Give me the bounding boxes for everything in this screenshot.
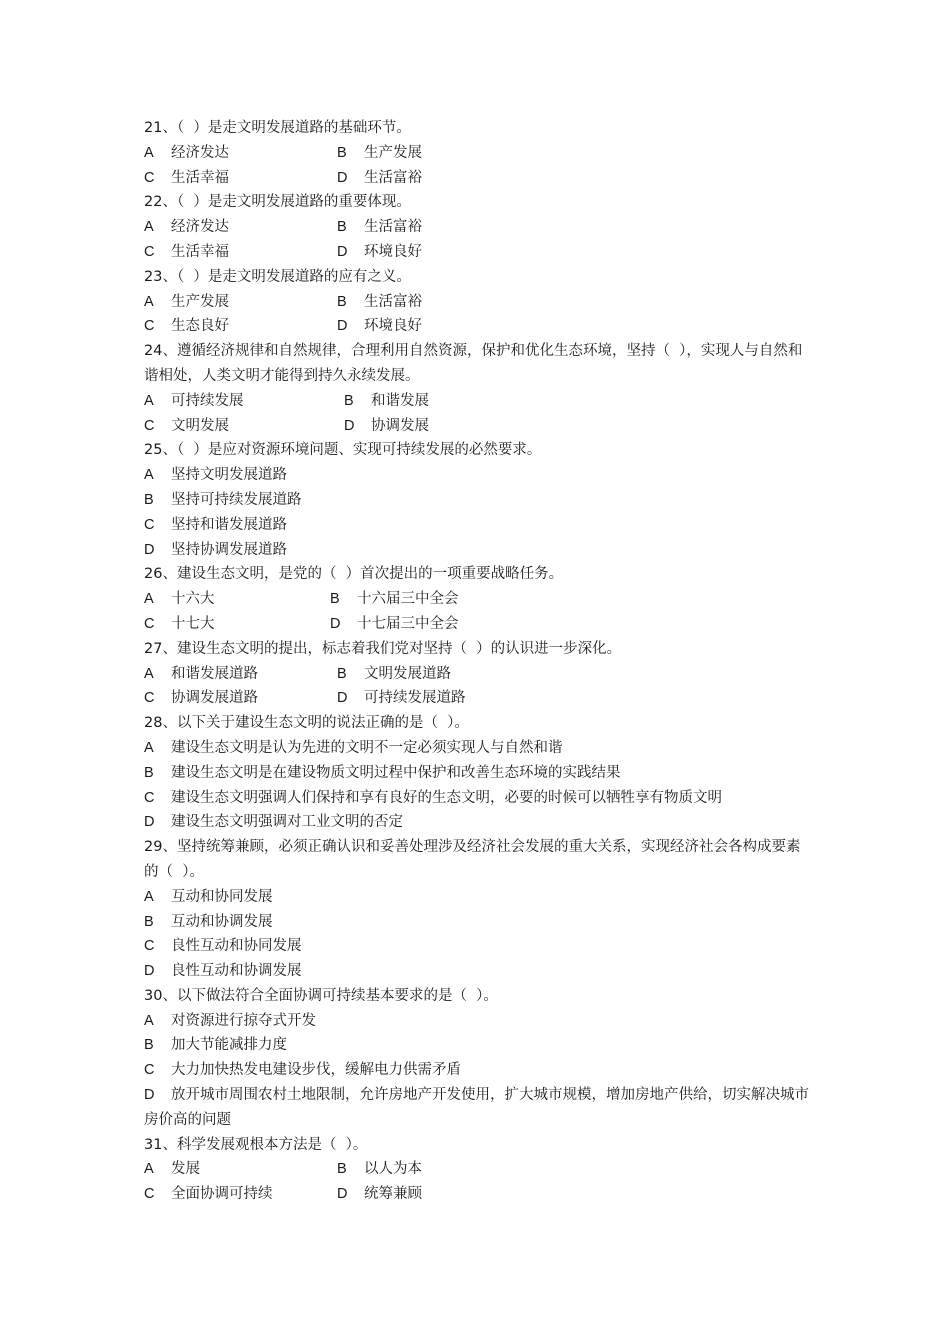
option-letter: D	[144, 963, 155, 980]
option-letter: D	[144, 814, 155, 831]
option-text: 全面协调可持续	[171, 1186, 273, 1203]
option-text: 以人为本	[364, 1161, 422, 1178]
option-letter: D	[344, 417, 355, 434]
option-text: 坚持协调发展道路	[171, 541, 287, 558]
option-d	[337, 686, 466, 711]
option-letter: A	[144, 888, 154, 905]
option-row	[144, 612, 812, 637]
option-row	[144, 166, 812, 191]
option-text: 可持续发展	[171, 392, 244, 409]
option-d	[144, 538, 287, 563]
option-letter: B	[337, 665, 347, 682]
option-text: 生产发展	[364, 144, 422, 161]
option-text: 生活富裕	[364, 169, 422, 186]
option-letter: D	[337, 690, 348, 707]
option-b	[337, 662, 451, 687]
option-c	[144, 612, 330, 637]
option-c	[144, 240, 337, 265]
option-text: 经济发达	[171, 144, 229, 161]
option-letter: A	[144, 392, 154, 409]
option-text: 环境良好	[364, 243, 422, 260]
option-row	[144, 761, 812, 786]
option-letter: A	[144, 144, 154, 161]
option-letter: D	[337, 243, 348, 260]
option-text: 坚持可持续发展道路	[171, 491, 302, 508]
option-a	[144, 1157, 337, 1182]
option-b	[337, 141, 422, 166]
option-text: 生活富裕	[364, 293, 422, 310]
option-b	[337, 215, 422, 240]
option-letter: B	[337, 293, 347, 310]
option-letter: A	[144, 739, 154, 756]
option-letter: C	[144, 615, 155, 632]
option-row	[144, 463, 812, 488]
option-letter: C	[144, 1062, 155, 1079]
option-b	[144, 761, 621, 786]
option-a	[144, 290, 337, 315]
option-c	[144, 513, 287, 538]
option-letter: C	[144, 789, 155, 806]
option-text: 生活幸福	[171, 169, 229, 186]
option-letter: A	[144, 1012, 154, 1029]
option-text: 十六大	[171, 591, 215, 608]
option-a	[144, 1009, 316, 1034]
option-text: 十七大	[171, 615, 215, 632]
option-b	[337, 1157, 422, 1182]
option-text: 生产发展	[171, 293, 229, 310]
option-d	[330, 612, 459, 637]
option-row	[144, 141, 812, 166]
option-d	[337, 240, 422, 265]
question-27-stem: 27、建设生态文明的提出，标志着我们党对坚持（ ）的认识进一步深化。	[144, 640, 622, 657]
option-text: 放开城市周围农村土地限制，允许房地产开发使用，扩大城市规模，增加房地产供给，切实解决城市房价高的问题	[144, 1087, 809, 1128]
option-row	[144, 736, 812, 761]
question-21-stem: 21、（ ）是走文明发展道路的基础环节。	[144, 120, 411, 136]
option-row	[144, 786, 812, 811]
option-b	[330, 587, 459, 612]
option-text: 文明发展道路	[364, 665, 451, 682]
option-text: 发展	[171, 1161, 200, 1178]
option-letter: C	[144, 417, 155, 434]
option-a	[144, 662, 337, 687]
question-31-stem: 31、科学发展观根本方法是（ ）。	[144, 1136, 368, 1153]
option-text: 十六届三中全会	[357, 591, 459, 608]
option-letter: A	[144, 293, 154, 310]
option-a	[144, 389, 344, 414]
option-letter: C	[144, 938, 155, 955]
option-row	[144, 910, 812, 935]
option-c	[144, 786, 722, 811]
option-text: 互动和协同发展	[171, 888, 273, 905]
option-text: 协调发展	[371, 417, 429, 434]
option-letter: B	[344, 392, 354, 409]
question-28-stem: 28、以下关于建设生态文明的说法正确的是（ ）。	[144, 715, 469, 732]
option-letter: B	[144, 913, 154, 930]
option-letter: B	[337, 144, 347, 161]
option-letter: C	[144, 690, 155, 707]
option-row	[144, 389, 812, 414]
option-a	[144, 141, 337, 166]
option-letter: A	[144, 1161, 154, 1178]
document-body	[144, 116, 812, 1207]
option-row	[144, 885, 812, 910]
option-letter: B	[337, 1161, 347, 1178]
option-d	[144, 810, 403, 835]
option-letter: D	[337, 318, 348, 335]
option-letter: B	[144, 1037, 154, 1054]
option-c	[144, 934, 302, 959]
option-letter: C	[144, 1186, 155, 1203]
question-29-stem: 29、坚持统筹兼顾，必须正确认识和妥善处理涉及经济社会发展的重大关系，实现经济社会各构成要素的（ ）。	[144, 839, 801, 880]
question-24-stem: 24、遵循经济规律和自然规律，合理利用自然资源，保护和优化生态环境，坚持（ ），实现人与自然和谐相处，人类文明才能得到持久永续发展。	[144, 343, 803, 384]
option-text: 互动和协调发展	[171, 913, 273, 930]
option-row	[144, 1033, 812, 1058]
option-d	[337, 1182, 422, 1207]
option-letter: D	[144, 1087, 155, 1104]
option-text: 生态良好	[171, 318, 229, 335]
option-a	[144, 463, 287, 488]
option-d	[344, 414, 429, 439]
question-26-stem: 26、建设生态文明，是党的（ ）首次提出的一项重要战略任务。	[144, 566, 564, 583]
option-text: 可持续发展道路	[364, 690, 466, 707]
option-letter: C	[144, 516, 155, 533]
option-row	[144, 1157, 812, 1182]
option-b	[144, 1033, 287, 1058]
option-a	[144, 587, 330, 612]
option-row	[144, 959, 812, 984]
option-text: 大力加快热发电建设步伐，缓解电力供需矛盾	[171, 1062, 461, 1079]
option-letter: C	[144, 169, 155, 186]
option-row	[144, 686, 812, 711]
option-letter: B	[144, 764, 154, 781]
option-text: 良性互动和协调发展	[171, 963, 302, 980]
option-text: 和谐发展道路	[171, 665, 258, 682]
option-letter: D	[144, 541, 155, 558]
option-row	[144, 1009, 812, 1034]
option-row	[144, 513, 812, 538]
option-row	[144, 662, 812, 687]
option-c	[144, 1058, 461, 1083]
option-text: 对资源进行掠夺式开发	[171, 1012, 316, 1029]
question-23-stem: 23、（ ）是走文明发展道路的应有之义。	[144, 268, 411, 285]
option-c	[144, 1182, 337, 1207]
option-letter: A	[144, 591, 154, 608]
question-30-stem: 30、以下做法符合全面协调可持续基本要求的是（ ）。	[144, 987, 498, 1004]
option-letter: A	[144, 665, 154, 682]
option-text: 协调发展道路	[171, 690, 258, 707]
question-25-stem: 25、（ ）是应对资源环境问题、实现可持续发展的必然要求。	[144, 442, 542, 459]
option-c	[144, 414, 344, 439]
option-b	[344, 389, 429, 414]
option-a	[144, 885, 273, 910]
option-row	[144, 934, 812, 959]
option-text: 良性互动和协同发展	[171, 938, 302, 955]
option-c	[144, 166, 337, 191]
option-text: 和谐发展	[371, 392, 429, 409]
option-text: 建设生态文明是认为先进的文明不一定必须实现人与自然和谐	[171, 739, 563, 756]
option-letter: D	[337, 1186, 348, 1203]
option-d	[337, 314, 422, 339]
option-row	[144, 290, 812, 315]
option-text: 建设生态文明是在建设物质文明过程中保护和改善生态环境的实践结果	[171, 764, 621, 781]
option-row	[144, 587, 812, 612]
option-text: 经济发达	[171, 219, 229, 236]
option-text: 文明发展	[171, 417, 229, 434]
option-row	[144, 1058, 812, 1083]
option-row	[144, 538, 812, 563]
option-text: 生活幸福	[171, 243, 229, 260]
option-text: 建设生态文明强调人们保持和享有良好的生态文明，必要的时候可以牺牲享有物质文明	[171, 789, 722, 806]
option-letter: C	[144, 318, 155, 335]
option-row	[144, 240, 812, 265]
question-22-stem: 22、（ ）是走文明发展道路的重要体现。	[144, 194, 411, 211]
option-text: 加大节能减排力度	[171, 1037, 287, 1054]
option-letter: B	[330, 591, 340, 608]
option-letter: C	[144, 243, 155, 260]
option-row	[144, 215, 812, 240]
option-d	[337, 166, 422, 191]
option-text: 坚持和谐发展道路	[171, 516, 287, 533]
option-row	[144, 1083, 812, 1133]
option-text: 环境良好	[364, 318, 422, 335]
option-row	[144, 1182, 812, 1207]
option-letter: A	[144, 219, 154, 236]
option-d	[144, 1083, 812, 1133]
option-a	[144, 215, 337, 240]
option-a	[144, 736, 563, 761]
option-letter: D	[337, 169, 348, 186]
option-b	[337, 290, 422, 315]
option-text: 坚持文明发展道路	[171, 467, 287, 484]
option-b	[144, 910, 273, 935]
option-row	[144, 488, 812, 513]
option-row	[144, 810, 812, 835]
option-text: 生活富裕	[364, 219, 422, 236]
option-row	[144, 414, 812, 439]
option-letter: B	[144, 491, 154, 508]
option-letter: A	[144, 467, 154, 484]
option-row	[144, 314, 812, 339]
option-text: 统筹兼顾	[364, 1186, 422, 1203]
option-d	[144, 959, 302, 984]
option-letter: D	[330, 615, 341, 632]
option-c	[144, 686, 337, 711]
option-text: 十七届三中全会	[357, 615, 459, 632]
option-text: 建设生态文明强调对工业文明的否定	[171, 814, 403, 831]
option-c	[144, 314, 337, 339]
option-letter: B	[337, 219, 347, 236]
option-b	[144, 488, 302, 513]
